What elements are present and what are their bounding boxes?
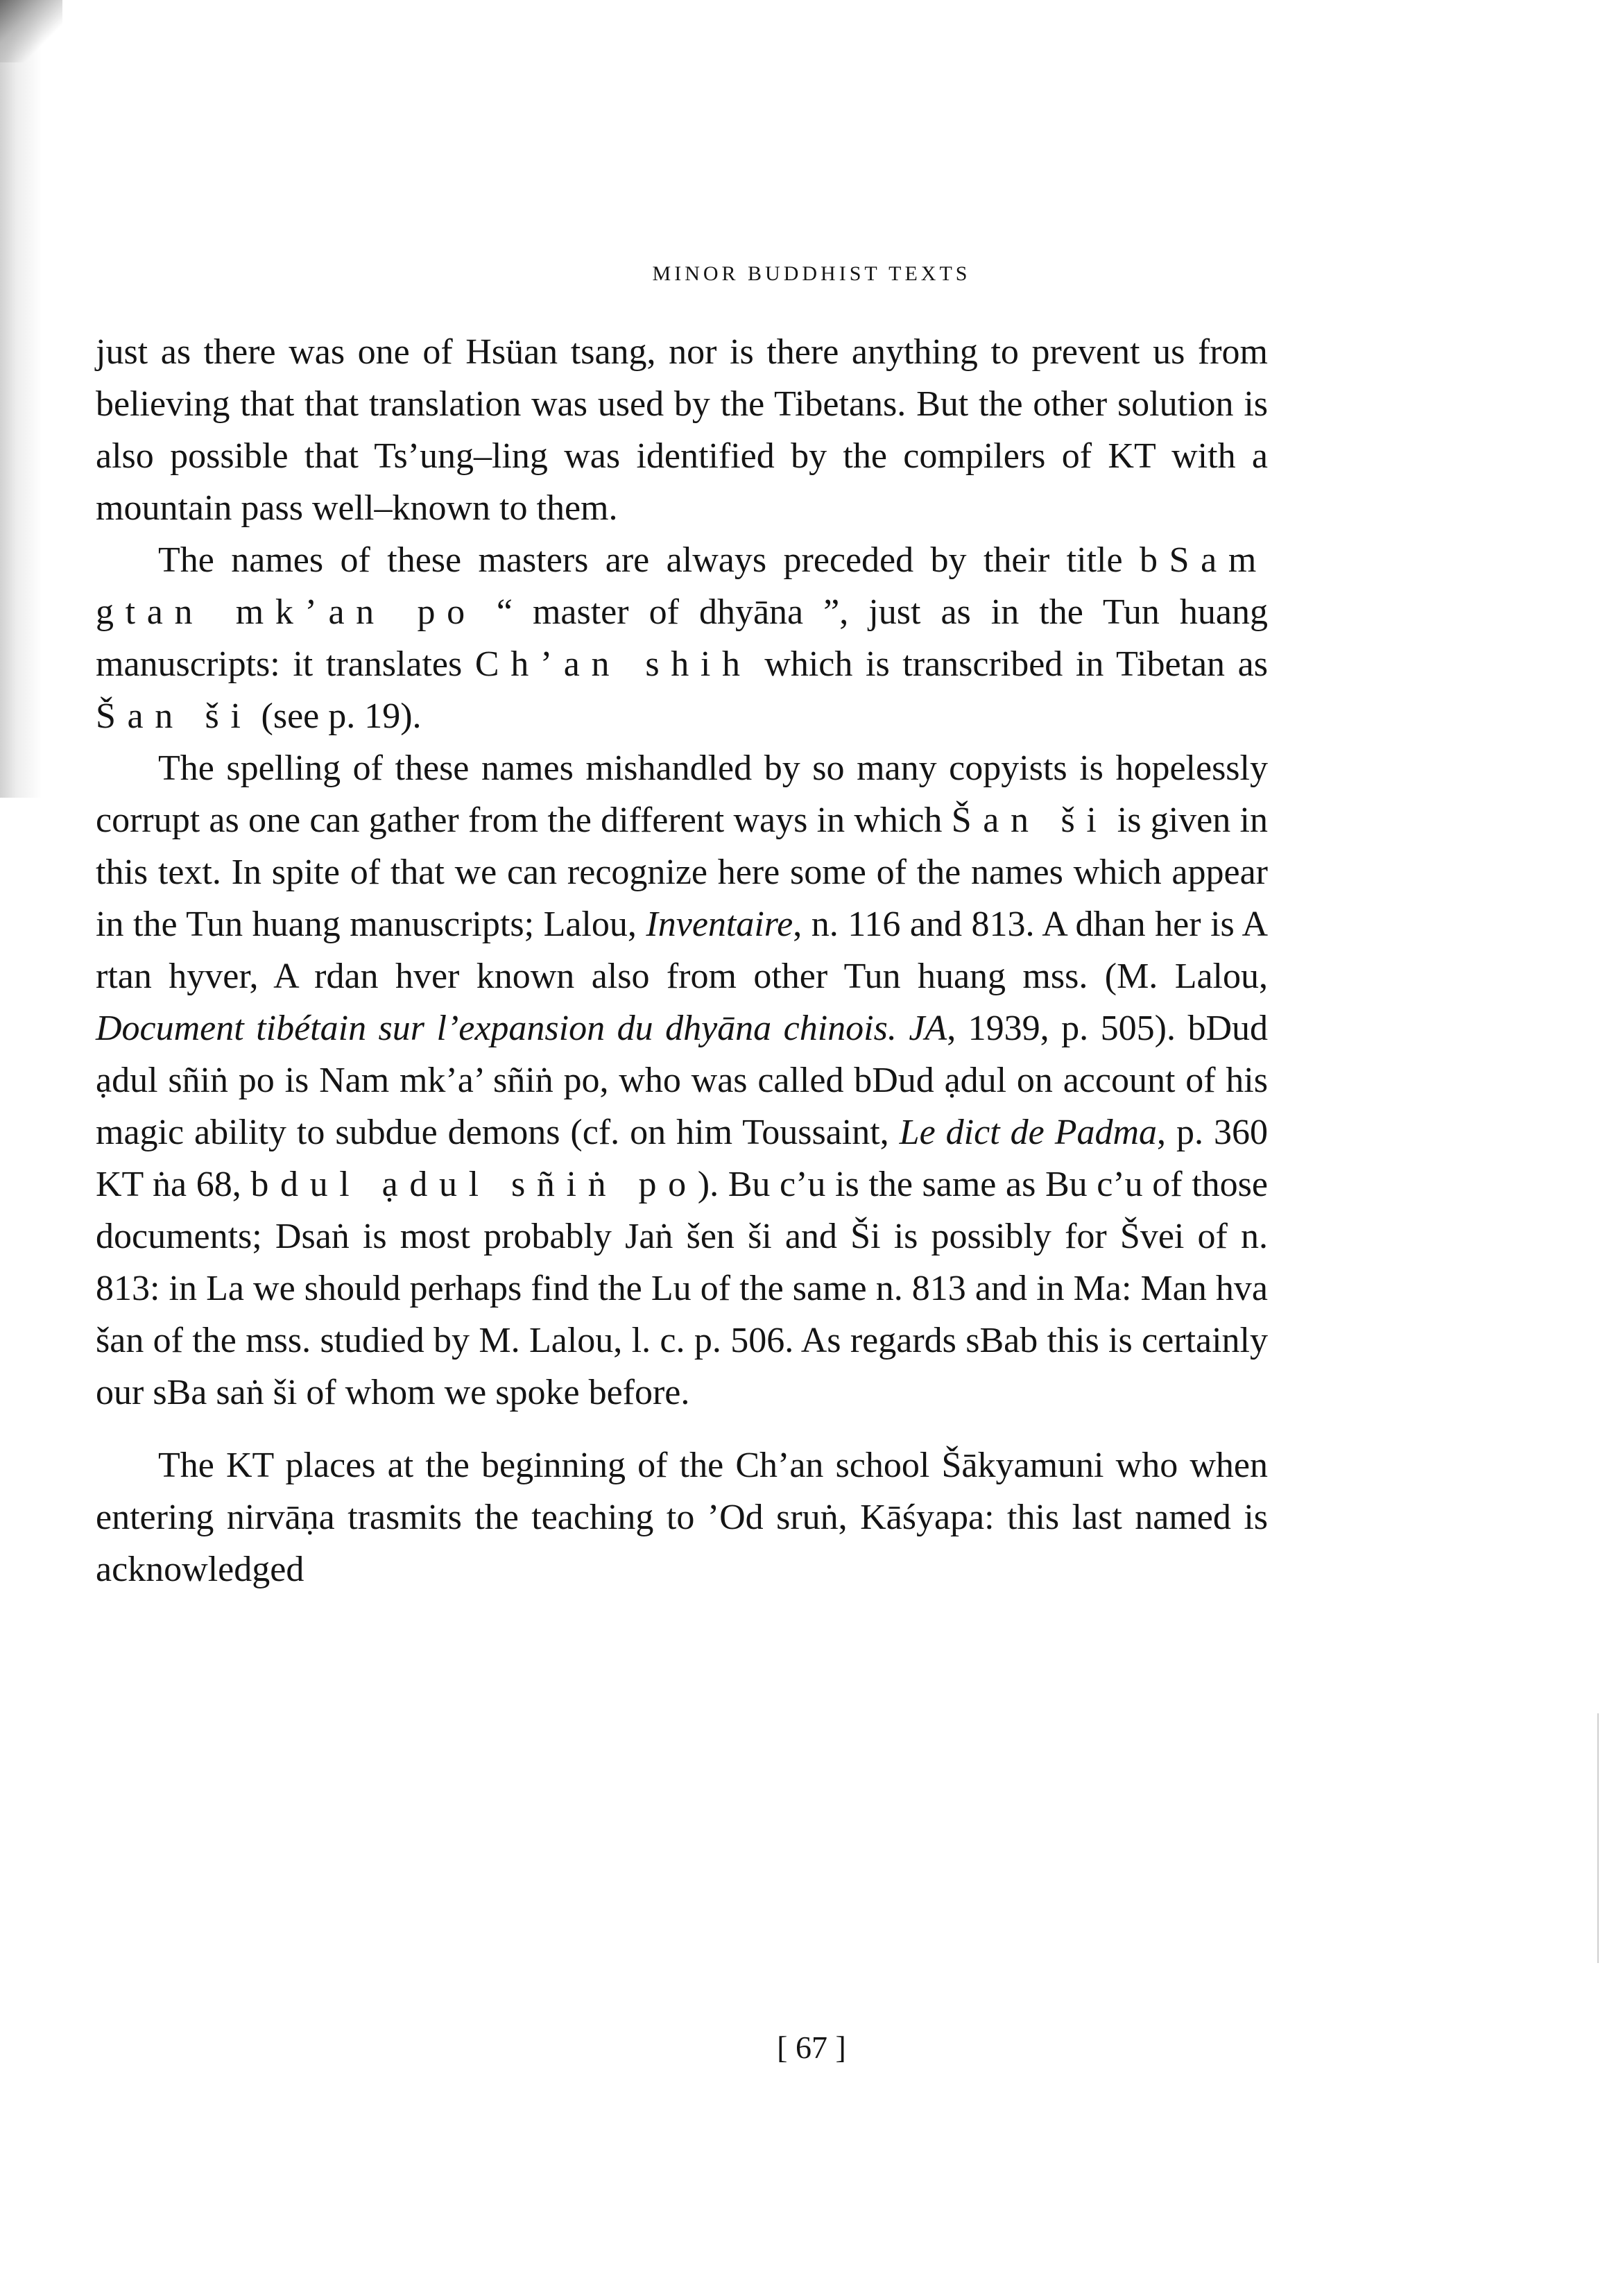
text-run: is given in this text. In spite of that we can recognize here some of the names which appear in the Tun huang manuscripts; Lalou, (96, 800, 1268, 944)
text-run: The names of these masters are always preceded by their title (158, 540, 1140, 580)
text-run: , n. 116 and 813. A dhan her is A rtan hyver, A rdan hver known also from other Tun huang mss. (M. Lalou, (96, 905, 1268, 996)
page-edge-shadow (0, 0, 42, 798)
margin-line (1597, 1713, 1599, 1963)
text-run: which is transcribed in Tibetan as (751, 644, 1268, 684)
spaced-text: bdul ạdul sñiṅ po (250, 1165, 698, 1204)
paragraph-3 (96, 742, 1268, 1419)
italic-text: Le dict de Padma (899, 1113, 1158, 1152)
text-run: “ master of dhyāna ”, just as in the Tun huang manuscripts: it translates (96, 592, 1268, 684)
italic-text: Document tibétain sur l’expansion du dhyāna chinois. JA (96, 1009, 947, 1048)
text-run: (see p. 19). (252, 696, 422, 736)
page-corner-shadow (0, 0, 62, 62)
text-run: just as there was one of Hsüan tsang, nor is there anything to prevent us from believing that that translation was used by the Tibetans. But the other solution is also possible that Ts’ung–ling was identified by the compilers of KT with a mountain pass well–known to them. (96, 332, 1268, 528)
italic-text: Inventaire (646, 905, 793, 944)
paragraph-2 (96, 534, 1268, 742)
text-run: ). Bu c’u is the same as Bu c’u of those documents; Dsaṅ is most probably Jaṅ šen ši and Ši is possibly for Švei of n. 813: in La we should perhaps find the Lu of the same n. 813 and in Ma: Man hva šan of the mss. studied by M. Lalou, l. c. p. 506. As regards sBab this is certainly our sBa saṅ ši of whom we spoke before. (96, 1165, 1268, 1412)
paragraph-4 (96, 1439, 1268, 1595)
page-number: [ 67 ] (777, 2030, 846, 2065)
paragraph-1 (96, 326, 1268, 534)
body-text (96, 326, 1268, 1595)
running-head: MINOR BUDDHIST TEXTS (652, 262, 971, 285)
spaced-text: Ch’an shih (474, 644, 752, 684)
spaced-text: Šan ši (951, 800, 1108, 840)
text-run: , p. 360 KT ṅa 68, (96, 1113, 1269, 1204)
spaced-text: Šan ši (96, 696, 252, 736)
spaced-text: bSam gtan mk’an po (96, 540, 1268, 632)
text-run: The spelling of these names mishandled by so many copyists is hopelessly corrupt as one can gather from the different ways in which (96, 748, 1268, 840)
text-run: The KT places at the beginning of the Ch’an school Šākyamuni who when entering nirvāṇa trasmits the teaching to ’Od sruṅ, Kāśyapa: this last named is acknowledged (96, 1446, 1268, 1589)
text-run: , 1939, p. 505). bDud ạdul sñiṅ po is Nam mk’a’ sñiṅ po, who was called bDud ạdul on account of his magic ability to subdue demons (cf. on him Toussaint, (96, 1009, 1268, 1152)
